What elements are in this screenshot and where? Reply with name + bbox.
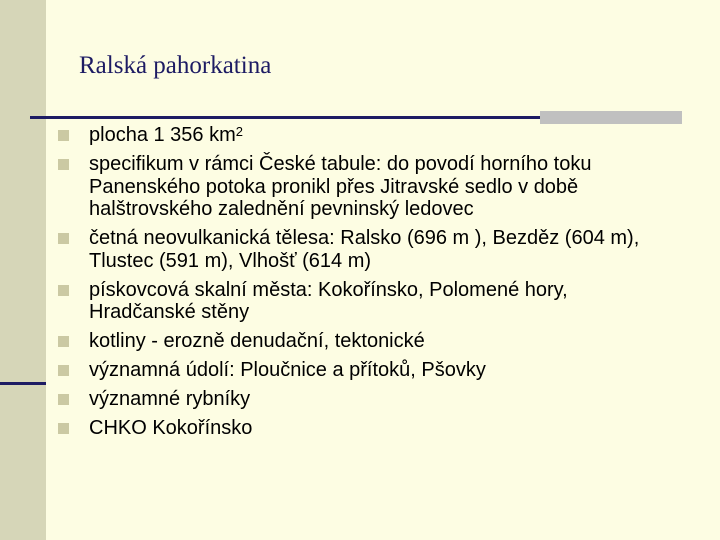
square-bullet-icon (58, 336, 69, 347)
bullet-item (58, 227, 678, 272)
square-bullet-icon (58, 159, 69, 170)
bullet-text: kotliny - erozně denudační, tektonické (89, 330, 425, 353)
square-bullet-icon (58, 423, 69, 434)
bullet-item (58, 359, 678, 382)
bullet-list (58, 124, 678, 446)
bullet-item (58, 124, 678, 147)
bullet-text: významné rybníky (89, 388, 251, 411)
bullet-item (58, 388, 678, 411)
bullet-superscript: 2 (235, 124, 243, 139)
bullet-text: četná neovulkanická tělesa: Ralsko (696 m ), Bezděz (604 m), Tlustec (591 m), Vlhošť (614 m) (89, 227, 640, 272)
bullet-text: CHKO Kokořínsko (89, 417, 253, 440)
bullet-text: specifikum v rámci České tabule: do povodí horního toku Panenského potoka pronikl přes Jitravské sedlo v době halštrovského zalednění pevninský ledovec (89, 152, 592, 221)
title-divider-accent (540, 111, 682, 124)
bullet-text: významná údolí: Ploučnice a přítoků, Pšovky (89, 359, 486, 382)
bullet-text: plocha 1 356 km (89, 124, 236, 146)
bullet-item (58, 417, 678, 440)
square-bullet-icon (58, 365, 69, 376)
bullet-item (58, 330, 678, 353)
slide-title: Ralská pahorkatina (79, 52, 272, 79)
bullet-text: pískovcová skalní města: Kokořínsko, Polomené hory, Hradčanské stěny (89, 278, 568, 324)
square-bullet-icon (58, 285, 69, 296)
square-bullet-icon (58, 233, 69, 244)
square-bullet-icon (58, 394, 69, 405)
bullet-item (58, 153, 678, 221)
square-bullet-icon (58, 130, 69, 141)
sidebar-divider (0, 382, 46, 385)
left-sidebar-band (0, 0, 46, 540)
bullet-item (58, 279, 678, 324)
